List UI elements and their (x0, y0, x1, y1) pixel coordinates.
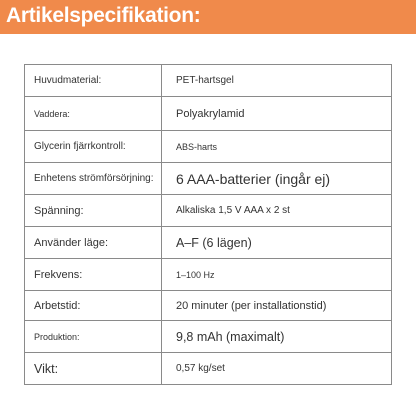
table-row (25, 65, 392, 97)
spec-value: 6 AAA-batterier (ingår ej) (162, 163, 392, 195)
table-row (25, 195, 392, 227)
spec-value: A–F (6 lägen) (162, 227, 392, 259)
spec-label: Spänning: (25, 195, 162, 227)
spec-table (24, 64, 392, 385)
table-row (25, 163, 392, 195)
table-row (25, 227, 392, 259)
spec-label: Produktion: (25, 321, 162, 353)
spec-label: Huvudmaterial: (25, 65, 162, 97)
table-row (25, 97, 392, 131)
spec-value: PET-hartsgel (162, 65, 392, 97)
spec-value: ABS-harts (162, 131, 392, 163)
table-row (25, 259, 392, 291)
table-row (25, 131, 392, 163)
table-row (25, 353, 392, 385)
spec-label: Frekvens: (25, 259, 162, 291)
spec-label: Vikt: (25, 353, 162, 385)
page-title: Artikelspecifikation: (6, 4, 201, 27)
spec-value: 9,8 mAh (maximalt) (162, 321, 392, 353)
spec-label: Arbetstid: (25, 291, 162, 321)
spec-label: Glycerin fjärrkontroll: (25, 131, 162, 163)
spec-label: Använder läge: (25, 227, 162, 259)
spec-value: 0,57 kg/set (162, 353, 392, 385)
spec-label: Vaddera: (25, 97, 162, 131)
table-row (25, 291, 392, 321)
spec-value: 1–100 Hz (162, 259, 392, 291)
spec-label: Enhetens strömförsörjning: (25, 163, 162, 195)
table-row (25, 321, 392, 353)
spec-value: Alkaliska 1,5 V AAA x 2 st (162, 195, 392, 227)
spec-value: Polyakrylamid (162, 97, 392, 131)
header-banner (0, 0, 416, 34)
spec-value: 20 minuter (per installationstid) (162, 291, 392, 321)
